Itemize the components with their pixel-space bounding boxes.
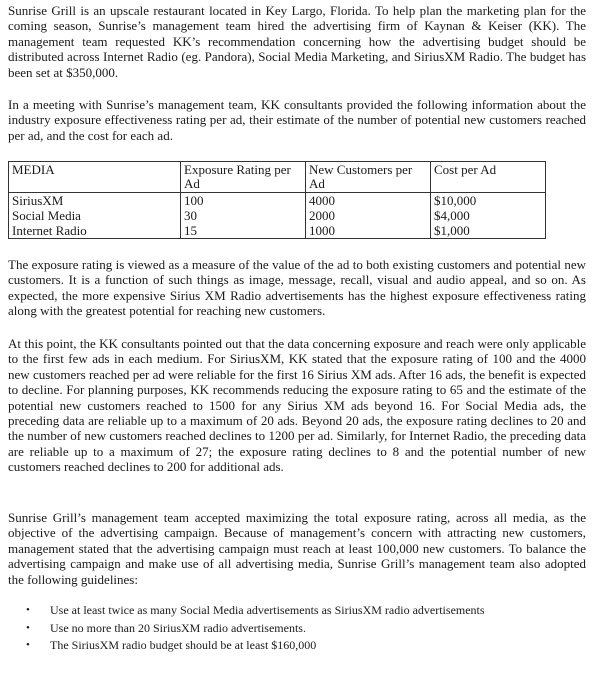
cell-customers: 4000 [306,193,431,209]
cell-customers: 1000 [306,223,431,239]
header-customers: New Customers per Ad [306,162,431,193]
cell-media: Internet Radio [9,223,181,239]
limits-paragraph: At this point, the KK consultants pointed out that the data concerning exposure and reach were only applicable to the first few ads in each medium. For SiriusXM, KK stated that the exposure rating of 100 and the 4000 new customers reached per ad were reliable for the first 16 Sirius XM ads. After 16 ads, the benefit is expected to decline. For planning purposes, KK recommends reducing the exposure rating to 65 and the estimate of the potential new customers reached to 1500 for any Sirius XM ads beyond 16. For Social Media ads, the preceding data are reliable up to a maximum of 20 ads. Beyond 20 ads, the exposure rating declines to 20 and the number of new customers reached declines to 1200 per ad. Similarly, for Internet Radio, the preceding data are reliable up to a maximum of 27; the exposure rating declines to 8 and the potential number of new customers reached declines to 200 for additional ads. [8,336,586,475]
cell-exposure: 15 [181,223,306,239]
cell-media: SiriusXM [9,193,181,209]
table-row [9,193,546,209]
list-item [26,603,586,618]
meeting-paragraph: In a meeting with Sunrise’s management team, KK consultants provided the following information about the industry exposure effectiveness rating per ad, their estimate of the number of potential new customers reached per ad, and the cost for each ad. [8,97,586,143]
header-exposure: Exposure Rating per Ad [181,162,306,193]
cell-media: Social Media [9,208,181,223]
media-table [8,161,546,239]
guideline-text: The SiriusXM radio budget should be at least $160,000 [50,638,317,652]
bullet-icon: • [26,639,30,651]
intro-paragraph: Sunrise Grill is an upscale restaurant located in Key Largo, Florida. To help plan the marketing plan for the coming season, Sunrise’s management team hired the advertising firm of Kaynan & Keiser (KK). The management team requested KK’s recommendation concerning how the advertising budget should be distributed across Internet Radio (eg. Pandora), Social Media Marketing, and SiriusXM Radio. The budget has been set at $350,000. [8,3,586,80]
cell-cost: $4,000 [431,208,546,223]
guideline-text: Use at least twice as many Social Media advertisements as SiriusXM radio advertisements [50,603,485,617]
guideline-text: Use no more than 20 SiriusXM radio advertisements. [50,620,306,635]
cell-exposure: 30 [181,208,306,223]
table-row [9,208,546,223]
list-item [26,638,586,653]
bullet-icon: • [26,621,30,634]
cell-cost: $10,000 [431,193,546,209]
cell-cost: $1,000 [431,223,546,239]
objective-paragraph: Sunrise Grill’s management team accepted maximizing the total exposure rating, across all media, as the objective of the advertising campaign. Because of management’s concern with attracting new customers, management stated that the advertising campaign must reach at least 100,000 new customers. To balance the advertising campaign and make use of all advertising media, Sunrise Grill’s management team also adopted the following guidelines: [8,510,586,587]
list-item [26,621,586,636]
table-row [9,223,546,239]
header-media: MEDIA [9,162,181,193]
guidelines-list [26,603,586,656]
cell-exposure: 100 [181,193,306,209]
header-cost: Cost per Ad [431,162,546,193]
table-header-row [9,162,546,193]
cell-customers: 2000 [306,208,431,223]
bullet-icon: • [26,604,30,616]
exposure-paragraph: The exposure rating is viewed as a measure of the value of the ad to both existing customers and potential new customers. It is a function of such things as image, message, recall, visual and audio appeal, and so on. As expected, the more expensive Sirius XM Radio advertisements has the highest exposure effectiveness rating along with the greatest potential for reaching new customers. [8,257,586,319]
